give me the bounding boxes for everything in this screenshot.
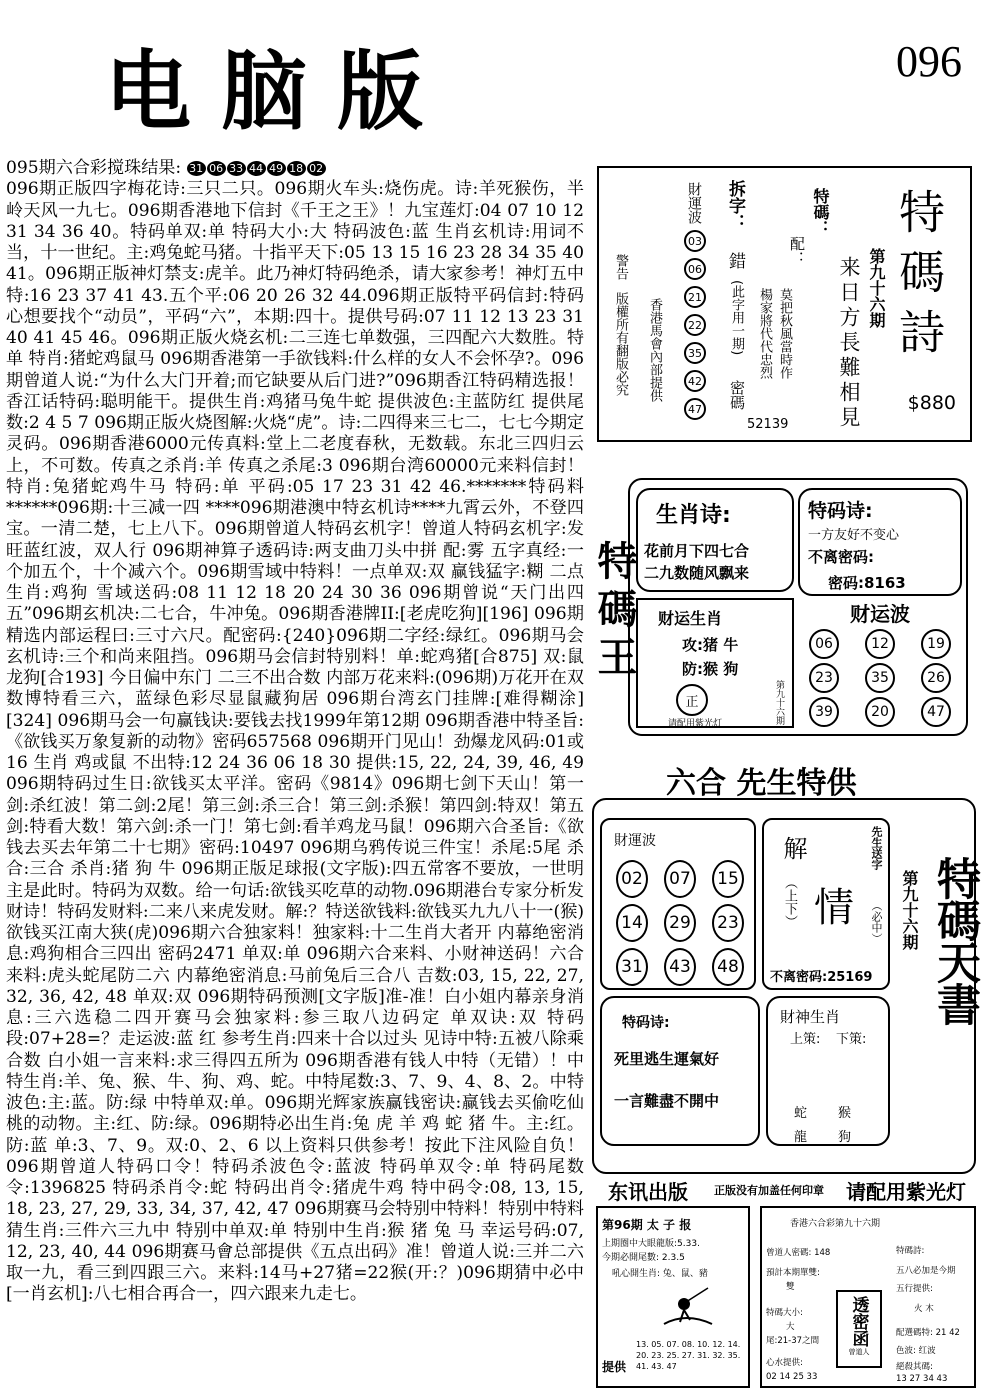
label-tema: 特碼： — [811, 188, 830, 236]
tema-poem-box — [597, 166, 972, 442]
result-lead: 095期六合彩搅珠结果: — [6, 158, 182, 178]
fortune-box — [636, 598, 794, 728]
wave-num: 21 — [684, 286, 706, 308]
ts-lower-val: 狗 — [838, 1130, 852, 1145]
fortune-wave-grid — [798, 629, 962, 727]
provider: 香港馬會內部提供 — [647, 298, 662, 402]
password-label: 密码: — [828, 574, 864, 592]
ts-upper-val: 蛇 — [794, 1106, 808, 1121]
poem-box-title: 特碼詩 — [892, 188, 946, 368]
wave-num: 19 — [921, 629, 951, 659]
attack-value: 猪 牛 — [703, 636, 739, 654]
toumi-row: 尾:21-37之間 — [766, 1336, 820, 1346]
ball: 31 — [187, 161, 206, 176]
wave-num: 20 — [865, 697, 895, 727]
toumi-row-val: 雙 — [786, 1282, 795, 1292]
password-row — [828, 572, 906, 593]
taizi-nums: 13. 05. 07. 08. 10. 12. 14. 20. 23. 25. 27. 31. 32. 35. 41. 43. 47 — [636, 1340, 741, 1371]
ts-poem-box — [600, 996, 760, 1146]
toumi-seal — [836, 1290, 882, 1368]
ts-wave-label: 財運波 — [614, 833, 656, 849]
toumi-seal-sub: 曾道人 — [848, 1348, 870, 1356]
wave-num: 02 — [616, 860, 648, 898]
period-small: 第九十六期 — [774, 680, 784, 725]
toumi-row: 曾道人密碼: 148 — [766, 1248, 831, 1258]
wave-num: 47 — [684, 398, 706, 420]
wave-num: 12 — [865, 629, 895, 659]
ts-lower-val: 猴 — [838, 1106, 852, 1121]
no-leave-label: 不离密码: — [808, 548, 874, 566]
wave-num: 03 — [684, 230, 706, 252]
toumi-poem: 五八必加是今期 — [896, 1266, 956, 1276]
tema-wang-box — [628, 478, 968, 736]
wave-num: 31 — [616, 948, 648, 986]
toumi-pei: 配選碼特: 21 42 — [896, 1328, 960, 1338]
ts-lower: 下策: — [836, 1032, 867, 1047]
toumi-row: 預計本期單雙: — [766, 1268, 820, 1278]
ball: 02 — [307, 161, 326, 176]
ts-jie-label: 解 — [779, 836, 807, 860]
article-body: 096期正版四字梅花诗:三只二只。096期火车头:烧伤虎。诗:羊死猴伤，半岭天风一九七。096期香港地下信封《千王之王》！九宝莲灯:04 07 10 12 31 34 36 40。特码单双:单 特码大小:大 特码波色:蓝 生肖玄机诗:用词不当，十一世纪。主:鸡兔蛇马猪。十指平天下:05 13 15 16 23 28 34 35 40 41。096期正版神灯禁支:虎羊。此乃神灯特码绝杀，请大家参考！神灯五中特:16 23 37 41 43.五个平:06 20 26 32 44.096期正版特平码信封:特码心想要找个“动员”，平码“六”，本期:四十。提供号码:07 11 12 13 23 31 40 41 45 46。096期正版火烧玄机:二三连七单数强，三四配六大数胜。特单 特肖:猪蛇鸡鼠马 096期香港第一手欲钱料:什么样的女人不会怀孕?。096期曾道人说:“为什么大门开着;而它缺要从后门进?”096期香江特码精选报！香江话特码:聪明能干。提供生肖:鸡猪马兔牛蛇 提供波色:主蓝防红 提供尾数:2 4 5 7 096期正版火烧图解:火烧“虎”。诗:二四得来三七二，七七今期定灵码。096期香港6000元传真料:堂上二老度春秋，无数载。东北三四归云上，不可数。传真之杀肖:羊 传真之杀尾:3 096期台湾60000元来料信封！特肖:兔猪蛇鸡牛马 特码:单 平码:05 17 23 31 42 46.*******特码料******096期:十三减一四 ****096期港澳中特玄机诗****九霄云外，不登四宝。一清二楚，七上八下。096期曾道人特码玄机字！曾道人特码玄机字:发旺蓝红波，双人行 096期神算子透码诗:两支曲刀头中拼 配:雾 五字真经:一个加五个，十个减六个。096期雪域中特料！一点单双:双 赢钱猛字:糊 二点生肖:鸡狗 雪域送码:08 11 12 18 20 24 30 36 096期曾说“天门出四五”096期玄机决:二七合，牛冲兔。096期香港牌II:[老虎吃狗][196] 096期精选内部运程曰:三寸六尺。配密码:{240}096期二字经:绿红。096期马会玄机诗:三个和尚来阻挡。096期马会信封特别料！单:蛇鸡猪[合875] 双:鼠龙狗[合193] 今日偏中东门 二三不出合数 内部万花来料:(096期)万花开在双数博特看三六，蓝绿色彩尽显鼠藏狗居 096期台湾玄门挂牌:[难得糊涂][324] 096期马会一句赢钱诀:要钱去找1999年第12期 096期香港中特圣旨:《欲钱买万象复新的动物》密码657568 096期开门见山！劲爆龙风码:01或16 生肖 鸡或鼠 不出特:12 24 36 06 18 30 提供:15, 22, 24, 39, 46, 49 096期特码过生日:欲钱买太平洋。密码《9814》096期七剑下天山！第一剑:杀红波！第二剑:2尾！第三剑:杀三合！第三剑:杀猴！第四剑:特双！第五剑:特看大数！第六剑:杀一门！第七剑:看羊鸡龙马鼠！096期六合圣旨:《欲钱去买去年第二十七期》密码:10497 096期乌鸦传说三件宝！杀尾:5尾 杀合:三合 杀肖:猪 狗 牛 096期正版足球报(文字版):四五常客不要放，一世明主是此时。特码为双数。给一句话:欲钱买吃草的动物.096期港台专家分析发财诗！特码发财料:二来八来虎发财。解:？特送欲钱料:欲钱买九九八十一(猴)欲钱买江南大狭(虎)096期六合独家料！独家料:十二生肖大者开 内幕绝密消息:鸡狗相合三四出 密码2471 单双:单 096期六合来料、小财神送码！六合来料:虎头蛇尾防二六 内幕绝密消息:马前兔后三合八 吉数:03, 15, 22, 27, 32, 36, 42, 48 单双:双 096期特码预测[文字版]准-准！白小姐内幕亲身消息:三六选稳二四开赛马会独家料:参三取八边码定 单双诀:双 特码段:07+28=？走运波:蓝 红 参考生肖:四来十合以过头 见诗中特:五被八除乘合数 白小姐一言来料:求三得四五所为 096期香港有钱人中特（无错）！中特生肖:羊、兔、猴、牛、狗、鸡、蛇。中特尾数:3、7、9、4、8、2。中特波色:主:蓝。防:绿 中特单双:单。096期光辉家族赢钱密诀:赢钱去买偷吃仙桃的动物。主:红、防:绿。096期特必出生肖:兔 虎 羊 鸡 蛇 猪 牛。主:红。防:蓝 单:3、7、9。双:0、2、6 以上资料只供参考！按此下注风险自负！096期曾道人特码口令！特码杀波色令:蓝波 特码单双令:单 特码尾数令:1396825 特码杀肖令:蛇 特码出肖令:猪虎牛鸡 特中码令:08, 13, 15, 18, 23, 27, 29, 33, 34, 37, 42, 47 096期赛马会特别中特料！特别中特料猜生肖:三件六三九中 特别中单双:单 特别中生肖:猴 猪 兔 马 幸运号码:07, 12, 23, 40, 44 096期赛马會总部提供《五点出码》准！曾道人说:三并二六取一九，看三到四跟三六。来料:14马+27猪=22猴(开:？)096期猜中必中[一肖玄机]:八七相合再合一，四六跟来九走七。 — [6, 179, 585, 1305]
toumi-poem-label: 特碼詩: — [896, 1246, 925, 1256]
ts-poem-label: 特码诗: — [622, 1015, 670, 1031]
copyright: 版權所有翻版必究 — [613, 292, 628, 396]
ball: 33 — [227, 161, 246, 176]
result-balls — [187, 158, 327, 178]
toumi-wuxing: 五行提供: — [896, 1284, 933, 1294]
ball: 44 — [247, 161, 266, 176]
wave-num: 35 — [865, 663, 895, 693]
tianshu-headline: 六合 先生特供 — [666, 766, 857, 801]
ts-xian-label: 先生送字 — [870, 826, 883, 870]
ts-jie-note: （上下） — [782, 876, 797, 928]
wave-num: 07 — [664, 860, 696, 898]
ts-poem-line: 死里逃生運氣好 — [614, 1050, 720, 1068]
ts-word: 情 — [814, 885, 854, 931]
toumi-row-val: 大 — [786, 1322, 795, 1332]
wave-num: 23 — [712, 904, 744, 942]
toumi-jue-val: 13 27 34 43 — [896, 1374, 948, 1384]
toumi-row: 心水提供: — [766, 1358, 803, 1368]
tema-poem-inner-box — [798, 488, 962, 596]
wave-num: 48 — [712, 948, 744, 986]
wave-label: 財運波 — [686, 182, 702, 224]
wave-num: 39 — [809, 697, 839, 727]
wave-num: 23 — [809, 663, 839, 693]
toumi-box — [760, 1206, 976, 1388]
ts-wave-box — [600, 818, 756, 990]
author-col: 楊家將代代忠烈 — [757, 288, 772, 379]
fortune-label: 财运生肖 — [658, 609, 723, 628]
dongxun-label: 东讯出版 — [608, 1180, 688, 1204]
split-word: 錯 — [725, 252, 745, 269]
toumi-color: 色波: 红波 — [896, 1346, 936, 1356]
poem-box-period: 第九十六期 — [867, 248, 886, 328]
label-pei: 配： — [788, 236, 806, 266]
attack-label: 攻: — [682, 636, 703, 654]
password-value: 8163 — [864, 574, 906, 592]
stamp: 正 — [676, 684, 708, 716]
split-note: (此字用一期) — [729, 280, 744, 356]
wave-num: 06 — [684, 258, 706, 280]
attack-row — [682, 634, 738, 655]
wave-num: 22 — [684, 314, 706, 336]
warning: 警告 — [613, 254, 628, 280]
tema-wang-title: 特碼王 — [591, 540, 637, 684]
wave-num: 42 — [684, 370, 706, 392]
defend-row — [682, 658, 738, 679]
notice-label: 正版没有加盖任何印章 — [714, 1184, 824, 1197]
defend-label: 防: — [682, 660, 703, 678]
ball: 49 — [267, 161, 286, 176]
ts-word-box — [762, 818, 890, 990]
zodiac-poem-line: 二九数随风飘来 — [644, 564, 750, 582]
tianshu-box — [592, 798, 980, 1174]
tema-poem-text: 一方友好不变心 — [808, 528, 900, 543]
ts-poem-line: 一言難盡不開中 — [614, 1092, 720, 1110]
uv-note: 请配用紫光灯 — [668, 719, 723, 729]
taizi-line: 今期必開尾數: 2.3.5 — [602, 1253, 685, 1263]
code: 52139 — [747, 417, 789, 432]
wave-num: 29 — [664, 904, 696, 942]
fortune-wave-box — [798, 598, 962, 728]
ts-upper-val: 龍 — [794, 1130, 808, 1145]
zodiac-poem-box — [636, 488, 794, 592]
wave-nums — [684, 230, 712, 420]
wave-num: 26 — [921, 663, 951, 693]
uv-label: 请配用紫光灯 — [846, 1180, 966, 1204]
ball: 06 — [207, 161, 226, 176]
wave-num: 43 — [664, 948, 696, 986]
taizi-title: 第96期 太 子 报 — [602, 1218, 692, 1232]
defend-value: 猴 狗 — [703, 660, 739, 678]
page-title: 电脑版 — [105, 41, 453, 142]
taizi-line: 上期圈中大眼龍版:5.33. — [602, 1239, 700, 1249]
toumi-wuxing-val: 火 木 — [914, 1304, 934, 1314]
toumi-row: 特碼大小: — [766, 1308, 803, 1318]
ts-wave-grid — [610, 860, 750, 986]
toumi-row-val: 02 14 25 33 — [766, 1372, 818, 1382]
zodiac-poem-label: 生肖诗: — [656, 503, 731, 528]
issue-number: 096 — [896, 37, 962, 86]
toumi-jue: 絕殺其碼: — [896, 1362, 933, 1372]
main-article — [6, 158, 584, 1306]
fortune-wave-label: 财运波 — [850, 602, 910, 626]
wave-num: 15 — [712, 860, 744, 898]
tema-poem-label: 特码诗: — [808, 500, 873, 522]
ts-no-leave: 不离密码:25169 — [770, 970, 873, 985]
fisherman-illustration — [656, 1284, 716, 1334]
ts-period: 第九十六期 — [900, 870, 919, 950]
wave-num: 35 — [684, 342, 706, 364]
secret-label: 密碼 — [728, 380, 746, 410]
author-col: 莫把秋風當時作 — [777, 288, 792, 379]
zodiac-poem-line: 花前月下四七合 — [644, 542, 750, 560]
toumi-header: 香港六合彩第九十六期 — [790, 1219, 881, 1229]
taizi-provide: 提供 — [602, 1360, 627, 1374]
ball: 18 — [287, 161, 306, 176]
poem-text: 来日方長難相見 — [837, 256, 861, 431]
ts-upper: 上策: — [790, 1032, 821, 1047]
ts-xian-note: （必中） — [870, 900, 883, 944]
wave-num: 06 — [809, 629, 839, 659]
taizi-line: 吼心開生肖: 兔、鼠、豬 — [612, 1269, 708, 1279]
split-label: 拆字： — [725, 180, 745, 231]
wave-num: 14 — [616, 904, 648, 942]
ts-title: 特碼天書 — [929, 856, 980, 1024]
poem-box-price: $880 — [907, 392, 956, 414]
taizi-box — [596, 1206, 750, 1388]
ts-caishen-label: 財神生肖 — [780, 1008, 841, 1026]
toumi-seal-text: 透密函 — [848, 1296, 869, 1347]
wave-num: 47 — [921, 697, 951, 727]
ts-caishen-box — [766, 996, 890, 1146]
